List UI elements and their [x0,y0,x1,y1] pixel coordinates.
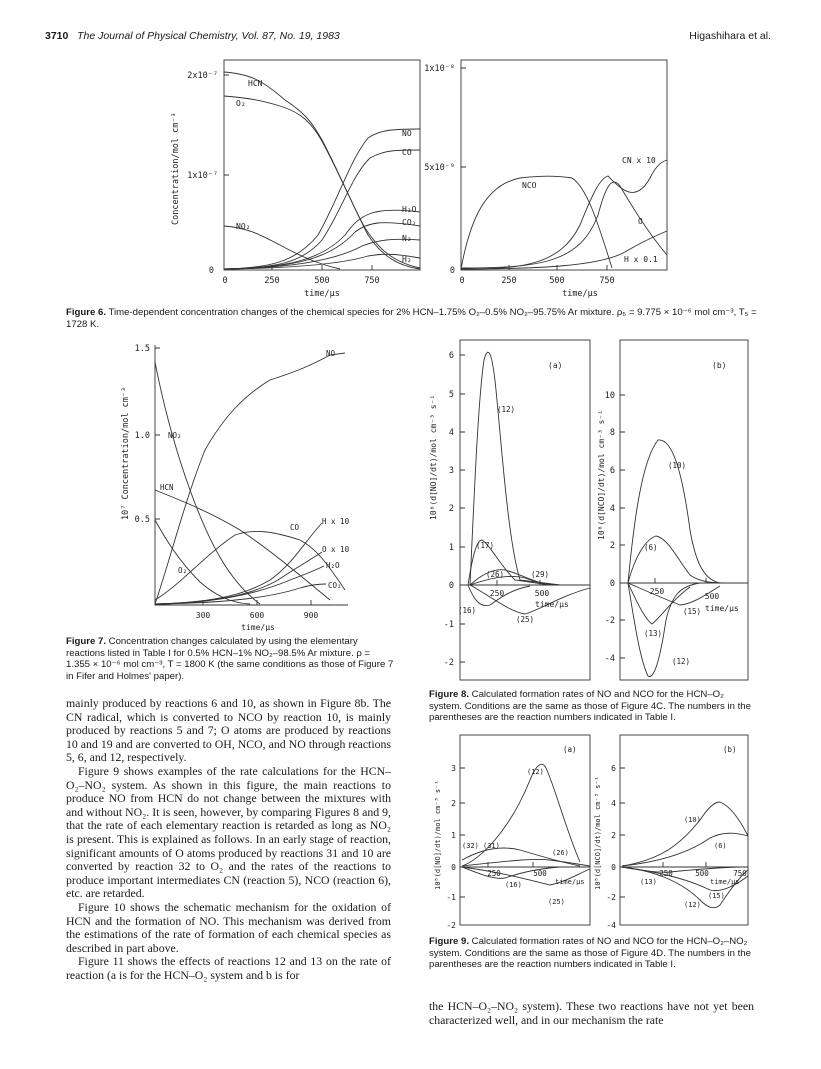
fig6-label-h: H x 0.1 [624,255,658,264]
fig8a-ytick: -2 [443,658,454,668]
body-text-left-column [66,697,391,982]
fig7-label-co: CO [290,523,300,532]
figure-6-caption-label: Figure 6. [66,307,106,318]
fig9a-xtick: 250 [487,869,501,878]
fig8a-ylabel: 10⁸(d[NO]/dt)/mol cm⁻³ s⁻¹ [429,394,438,520]
fig9b-plot [620,735,748,925]
fig7-label-hx10: H x 10 [322,517,350,526]
fig8b-xlabel: time/μs [705,604,739,613]
fig8b-label: (12) [672,657,691,666]
fig6-label-o: O [638,217,643,226]
fig9b-ytick: 4 [611,799,616,808]
fig9a-ytick: 2 [451,799,456,808]
fig8a-ytick: 2 [448,504,454,514]
fig9a-plot [460,735,590,925]
fig9b-label: (15) [708,892,725,900]
fig6-left-ylabel: Concentration/mol cm⁻³ [171,112,181,225]
fig7-label-co2: CO₂ [328,581,342,590]
fig7-xlabel: time/μs [241,623,275,632]
paragraph: mainly produced by reactions 6 and 10, as shown in Figure 8b. The CN radical, which is converted to NCO by reaction 10, is mainly produced by reactions 5 and 7; O atoms are produced by reactions 10 and 19 and are converted to OH, NCO, and NO through reactions 5, 6, and 12, respectively. [66,696,391,765]
fig6-label-nco: NCO [522,181,537,190]
fig6-label-cn: CN x 10 [622,156,656,165]
figure-8-caption-label: Figure 8. [429,689,469,700]
authors: Higashihara et al. [689,30,771,42]
fig7-label-hcn: HCN [160,483,174,492]
fig6-right-ytick: 5x10⁻⁹ [424,163,455,173]
fig6-right-xtick: 750 [599,276,615,286]
fig7-xtick: 600 [249,611,265,620]
fig6-left-xtick: 250 [264,276,280,286]
fig8b-label: (10) [668,461,687,470]
fig9a-label: (26) [552,849,569,857]
fig9a-label: (31) [483,842,500,850]
fig9a-label: (32) [462,842,479,850]
fig9b-xlabel: time/μs [710,878,740,886]
fig9a-xtick: 500 [533,869,547,878]
fig8b-ytick: -2 [604,616,615,626]
fig9a-ytick: -1 [446,893,456,902]
fig9b-label: (13) [640,878,657,886]
fig8a-ytick: 4 [448,428,454,438]
fig8a-ytick: 6 [448,351,454,361]
fig8a-ytick: 1 [448,543,454,553]
fig8b-label: (6) [644,543,658,552]
fig9a-curve-26 [462,859,590,866]
fig8a-label: (16) [458,606,477,615]
body-text-right-column [429,1000,754,1027]
fig6-label-co: CO [402,148,412,157]
fig6-right-xtick: 0 [459,276,465,286]
fig6-label-h2: H₂ [402,255,412,264]
fig9b-ylabel: 10⁸(d[NCO]/dt)/mol cm⁻³ s⁻¹ [594,776,602,890]
figure-7-caption-text: Concentration changes calculated by using the elementary reactions listed in Table I for 0.5% HCN–1% NO₂–98.5% Ar mixture. ρ = 1.355 × 10⁻⁶ mol cm⁻³, T = 1800 K (the same conditions as those of Figure 7 in Fifer and Holmes' paper). [66,636,394,682]
fig8b-ytick: 10 [604,391,615,401]
fig8b-ytick: 0 [609,579,615,589]
fig6-right-xtick: 500 [549,276,565,286]
fig9b-panel: (b) [723,745,737,754]
fig9b-ytick: -4 [606,921,616,930]
fig8b-ytick: 8 [609,428,615,438]
fig8b-ytick: 4 [609,504,615,514]
fig8a-xtick: 500 [534,589,550,598]
fig7-ytick: 0.5 [134,515,150,525]
page-number: 3710 [45,30,69,42]
fig8a-label: (17) [476,541,495,550]
fig7-label-o2: O₂ [178,566,188,575]
fig9b-curve-6 [622,833,748,866]
fig8a-ytick: -1 [443,620,454,630]
fig6-left-ytick: 0 [208,266,214,276]
fig6-label-no: NO [402,129,412,138]
fig9b-ytick: 0 [611,863,616,872]
fig6-left-ytick: 1x10⁻⁷ [187,171,218,181]
fig8b-panel: (b) [712,361,727,370]
fig8b-label: (13) [644,629,663,638]
fig9a-label: (25) [548,898,565,906]
fig9b-ytick: 6 [611,764,616,773]
fig8a-ytick: 0 [448,581,454,591]
fig9a-ylabel: 10⁸(d[NO]/dt)/mol cm⁻³ s⁻¹ [434,780,442,890]
fig9a-panel: (a) [563,745,577,754]
figure-7-caption-label: Figure 7. [66,636,106,647]
fig8b-ytick: -4 [604,654,615,664]
fig9b-frame [620,735,748,925]
fig9a-ytick: 1 [451,831,456,840]
figure-6-caption-text: Time-dependent concentration changes of the chemical species for 2% HCN–1.75% O₂–0.5% NO₂–95.75% Ar mixture. ρ₅ = 9.775 × 10⁻⁶ mol cm⁻³, T₅ = 1728 K. [66,307,757,330]
figure-9-caption-text: Calculated formation rates of NO and NCO for the HCN–O₂–NO₂ system. Conditions are the same as those of Figure 4D. The numbers in the parentheses are the reaction numbers indicated in Table I. [429,936,751,970]
fig6-label-hcn: HCN [248,79,263,88]
figure-9-caption [429,936,754,971]
fig7-xtick: 300 [195,611,211,620]
fig9a-ytick: 3 [451,764,456,773]
fig6-label-n2: N₂ [402,234,412,243]
fig6-right-xtick: 250 [501,276,517,286]
fig6-left-xlabel: time/μs [304,289,340,299]
fig9b-curve-10 [622,802,748,866]
fig8a-label: (25) [516,615,535,624]
fig6-label-o2: O₂ [236,99,246,108]
fig6-right-ytick: 1x10⁻⁸ [424,64,455,74]
fig8b-xtick: 500 [704,592,720,601]
fig8a-ytick: 5 [448,390,454,400]
fig9a-xlabel: time/μs [555,878,585,886]
fig9b-xtick: 750 [733,869,747,878]
fig8b-ylabel: 10⁸(d[NCO]/dt)/mol cm⁻³ s⁻¹ [597,409,606,540]
fig6-left-ytick: 2x10⁻⁷ [187,71,218,81]
fig6-right-ytick: 0 [449,266,455,276]
fig6-label-co2: CO₂ [402,218,417,227]
fig7-ylabel: 10⁷ Concentration/mol cm⁻³ [121,386,131,520]
fig7-ytick: 1.5 [134,344,150,354]
fig8a-label: (12) [497,405,516,414]
fig8b-ytick: 6 [609,466,615,476]
fig9b-label: (6) [714,842,727,850]
fig6-left-xtick: 500 [314,276,330,286]
fig8b-label: (15) [683,607,702,616]
fig9b-label: (10) [684,816,701,824]
fig9a-ytick: -2 [446,921,456,930]
paragraph: the HCN–O₂–NO₂ system). These two reactions have not yet been characterized well, and in our mechanism the rate [429,999,754,1027]
fig8a-label: (26) [486,570,505,579]
fig8b-ytick: 2 [609,541,615,551]
fig9b-xtick: 500 [695,869,709,878]
figure-9-caption-label: Figure 9. [429,936,469,947]
fig7-ytick: 1.0 [134,431,150,441]
fig8a-label: (29) [531,570,550,579]
fig9b-ytick: 2 [611,831,616,840]
fig7-label-h2o: H₂O [326,561,340,570]
fig9a-ytick: 0 [451,863,456,872]
fig6-left-xtick: 0 [222,276,228,286]
fig7-label-no2: NO₂ [168,431,182,440]
fig9b-ytick: -2 [606,893,616,902]
fig9b-xtick: 250 [659,869,673,878]
fig8a-ytick: 3 [448,466,454,476]
fig9a-label: (12) [527,768,544,776]
fig6-left-xtick: 750 [364,276,380,286]
fig6-label-no2: NO₂ [236,222,251,231]
fig7-label-no: NO [326,349,336,358]
fig6-right-xlabel: time/μs [562,289,598,299]
paragraph: Figure 11 shows the effects of reactions 12 and 13 on the rate of reaction (a is for the HCN–O₂ system and b is for [66,954,391,982]
fig7-label-ox10: O x 10 [322,545,350,554]
fig8a-panel: (a) [548,361,563,370]
journal-title: The Journal of Physical Chemistry, Vol. 87, No. 19, 1983 [77,30,340,42]
paragraph: Figure 9 shows examples of the rate calculations for the HCN–O₂–NO₂ system. As shown in this figure, the main reactions to produce NO from HCN do not change between the mixtures with and without NO₂. It is seen, however, by comparing Figures 8 and 9, that the rate of each elementary reaction is retarded as long as NO₂ is present. This is explained as follows. In an early stage of reaction, significant amounts of O atoms produced by reactions 31 and 10 are converted by reaction 32 to O₂ and the rates of the reactions to produce important intermediates CN (reaction 5), NCO (reaction 6), etc. are retarded. [66,763,391,901]
fig9a-label: (16) [505,881,522,889]
paragraph: Figure 10 shows the schematic mechanism for the oxidation of HCN and the formation of NO. This mechanism was derived from the estimations of the rate of formation of each chemical species as described in part above. [66,899,391,955]
figure-8-caption-text: Calculated formation rates of NO and NCO for the HCN–O₂ system. Conditions are the same as those of Figure 4C. The numbers in the parentheses are the reaction numbers indicated in Table I. [429,689,751,723]
fig7-xtick: 900 [303,611,319,620]
fig8b-xtick: 250 [649,587,665,596]
fig9a-frame [460,735,590,925]
fig8a-xlabel: time/μs [535,600,569,609]
fig6-label-h2o: H₂O [402,205,417,214]
fig8a-xtick: 250 [489,589,505,598]
fig9b-label: (12) [684,901,701,909]
